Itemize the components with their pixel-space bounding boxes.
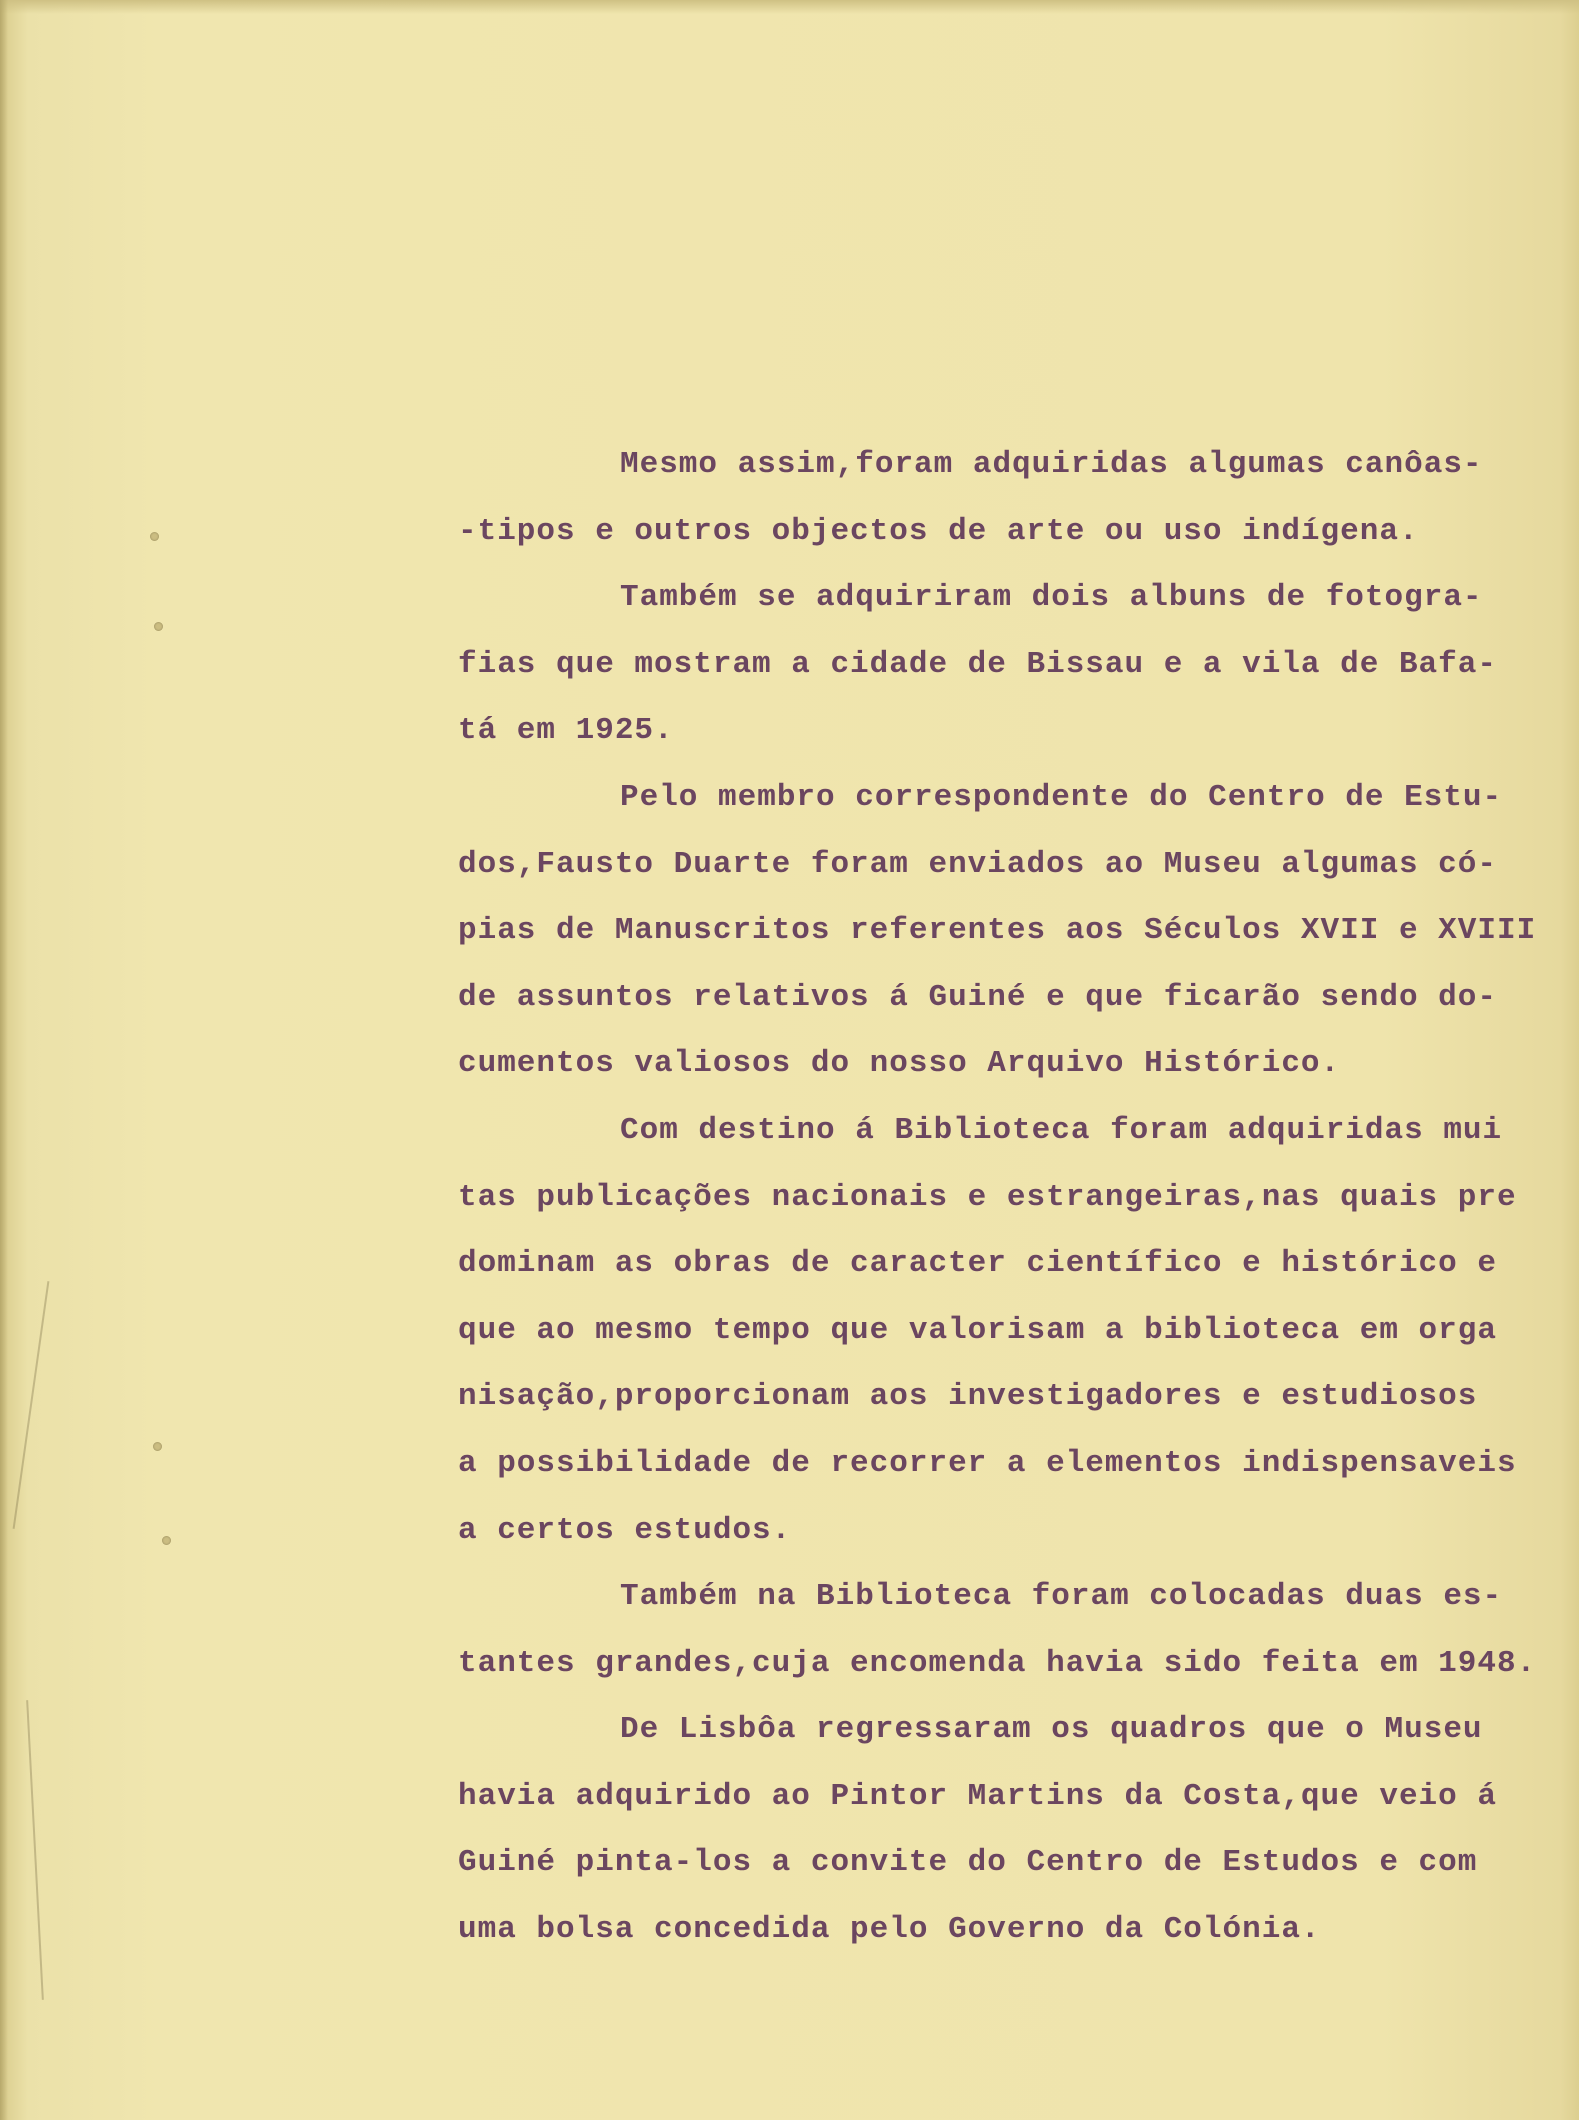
text-line: Também se adquiriram dois albuns de fotogra- [620,580,1483,616]
text-line: dos,Fausto Duarte foram enviados ao Museu algumas có- [458,846,1497,882]
text-line: a possibilidade de recorrer a elementos indispensaveis [458,1445,1517,1481]
text-line: Mesmo assim,foram adquiridas algumas canôas- [620,447,1483,482]
text-line: Pelo membro correspondente do Centro de Estu- [620,779,1503,815]
text-line: Com destino á Biblioteca foram adquiridas mui [620,1112,1503,1148]
text-line: tas publicações nacionais e estrangeiras,nas quais pre [458,1179,1517,1215]
text-line: fias que mostram a cidade de Bissau e a vila de Bafa- [458,646,1497,682]
text-line: Guiné pinta-los a convite do Centro de Estudos e com [458,1845,1478,1881]
text-line: -tipos e outros objectos de arte ou uso indígena. [458,513,1419,549]
text-line: a certos estudos. [458,1512,792,1548]
text-line: nisação,proporcionam aos investigadores e estudiosos [458,1379,1478,1415]
body-text [458,432,1558,1964]
text-line: cumentos valiosos do nosso Arquivo Histórico. [458,1046,1341,1082]
text-line: tantes grandes,cuja encomenda havia sido feita em 1948. [458,1645,1537,1681]
text-line: que ao mesmo tempo que valorisam a biblioteca em orga [458,1312,1497,1348]
punch-hole [162,1536,171,1545]
punch-hole [154,622,163,631]
punch-hole [150,532,159,541]
text-line: de assuntos relativos á Guiné e que ficarão sendo do- [458,979,1497,1015]
text-line: pias de Manuscritos referentes aos Séculos XVII e XVIII [458,913,1537,949]
page-crease [13,1281,50,1529]
text-line: uma bolsa concedida pelo Governo da Colónia. [458,1912,1321,1948]
text-line: dominam as obras de caracter científico e histórico e [458,1246,1497,1282]
text-line: tá em 1925. [458,713,674,749]
punch-hole [153,1442,162,1451]
page-crease [26,1700,44,2000]
text-line: havia adquirido ao Pintor Martins da Costa,que veio á [458,1778,1497,1814]
text-line: Também na Biblioteca foram colocadas duas es- [620,1579,1503,1615]
text-line: De Lisbôa regressaram os quadros que o Museu [620,1712,1483,1748]
